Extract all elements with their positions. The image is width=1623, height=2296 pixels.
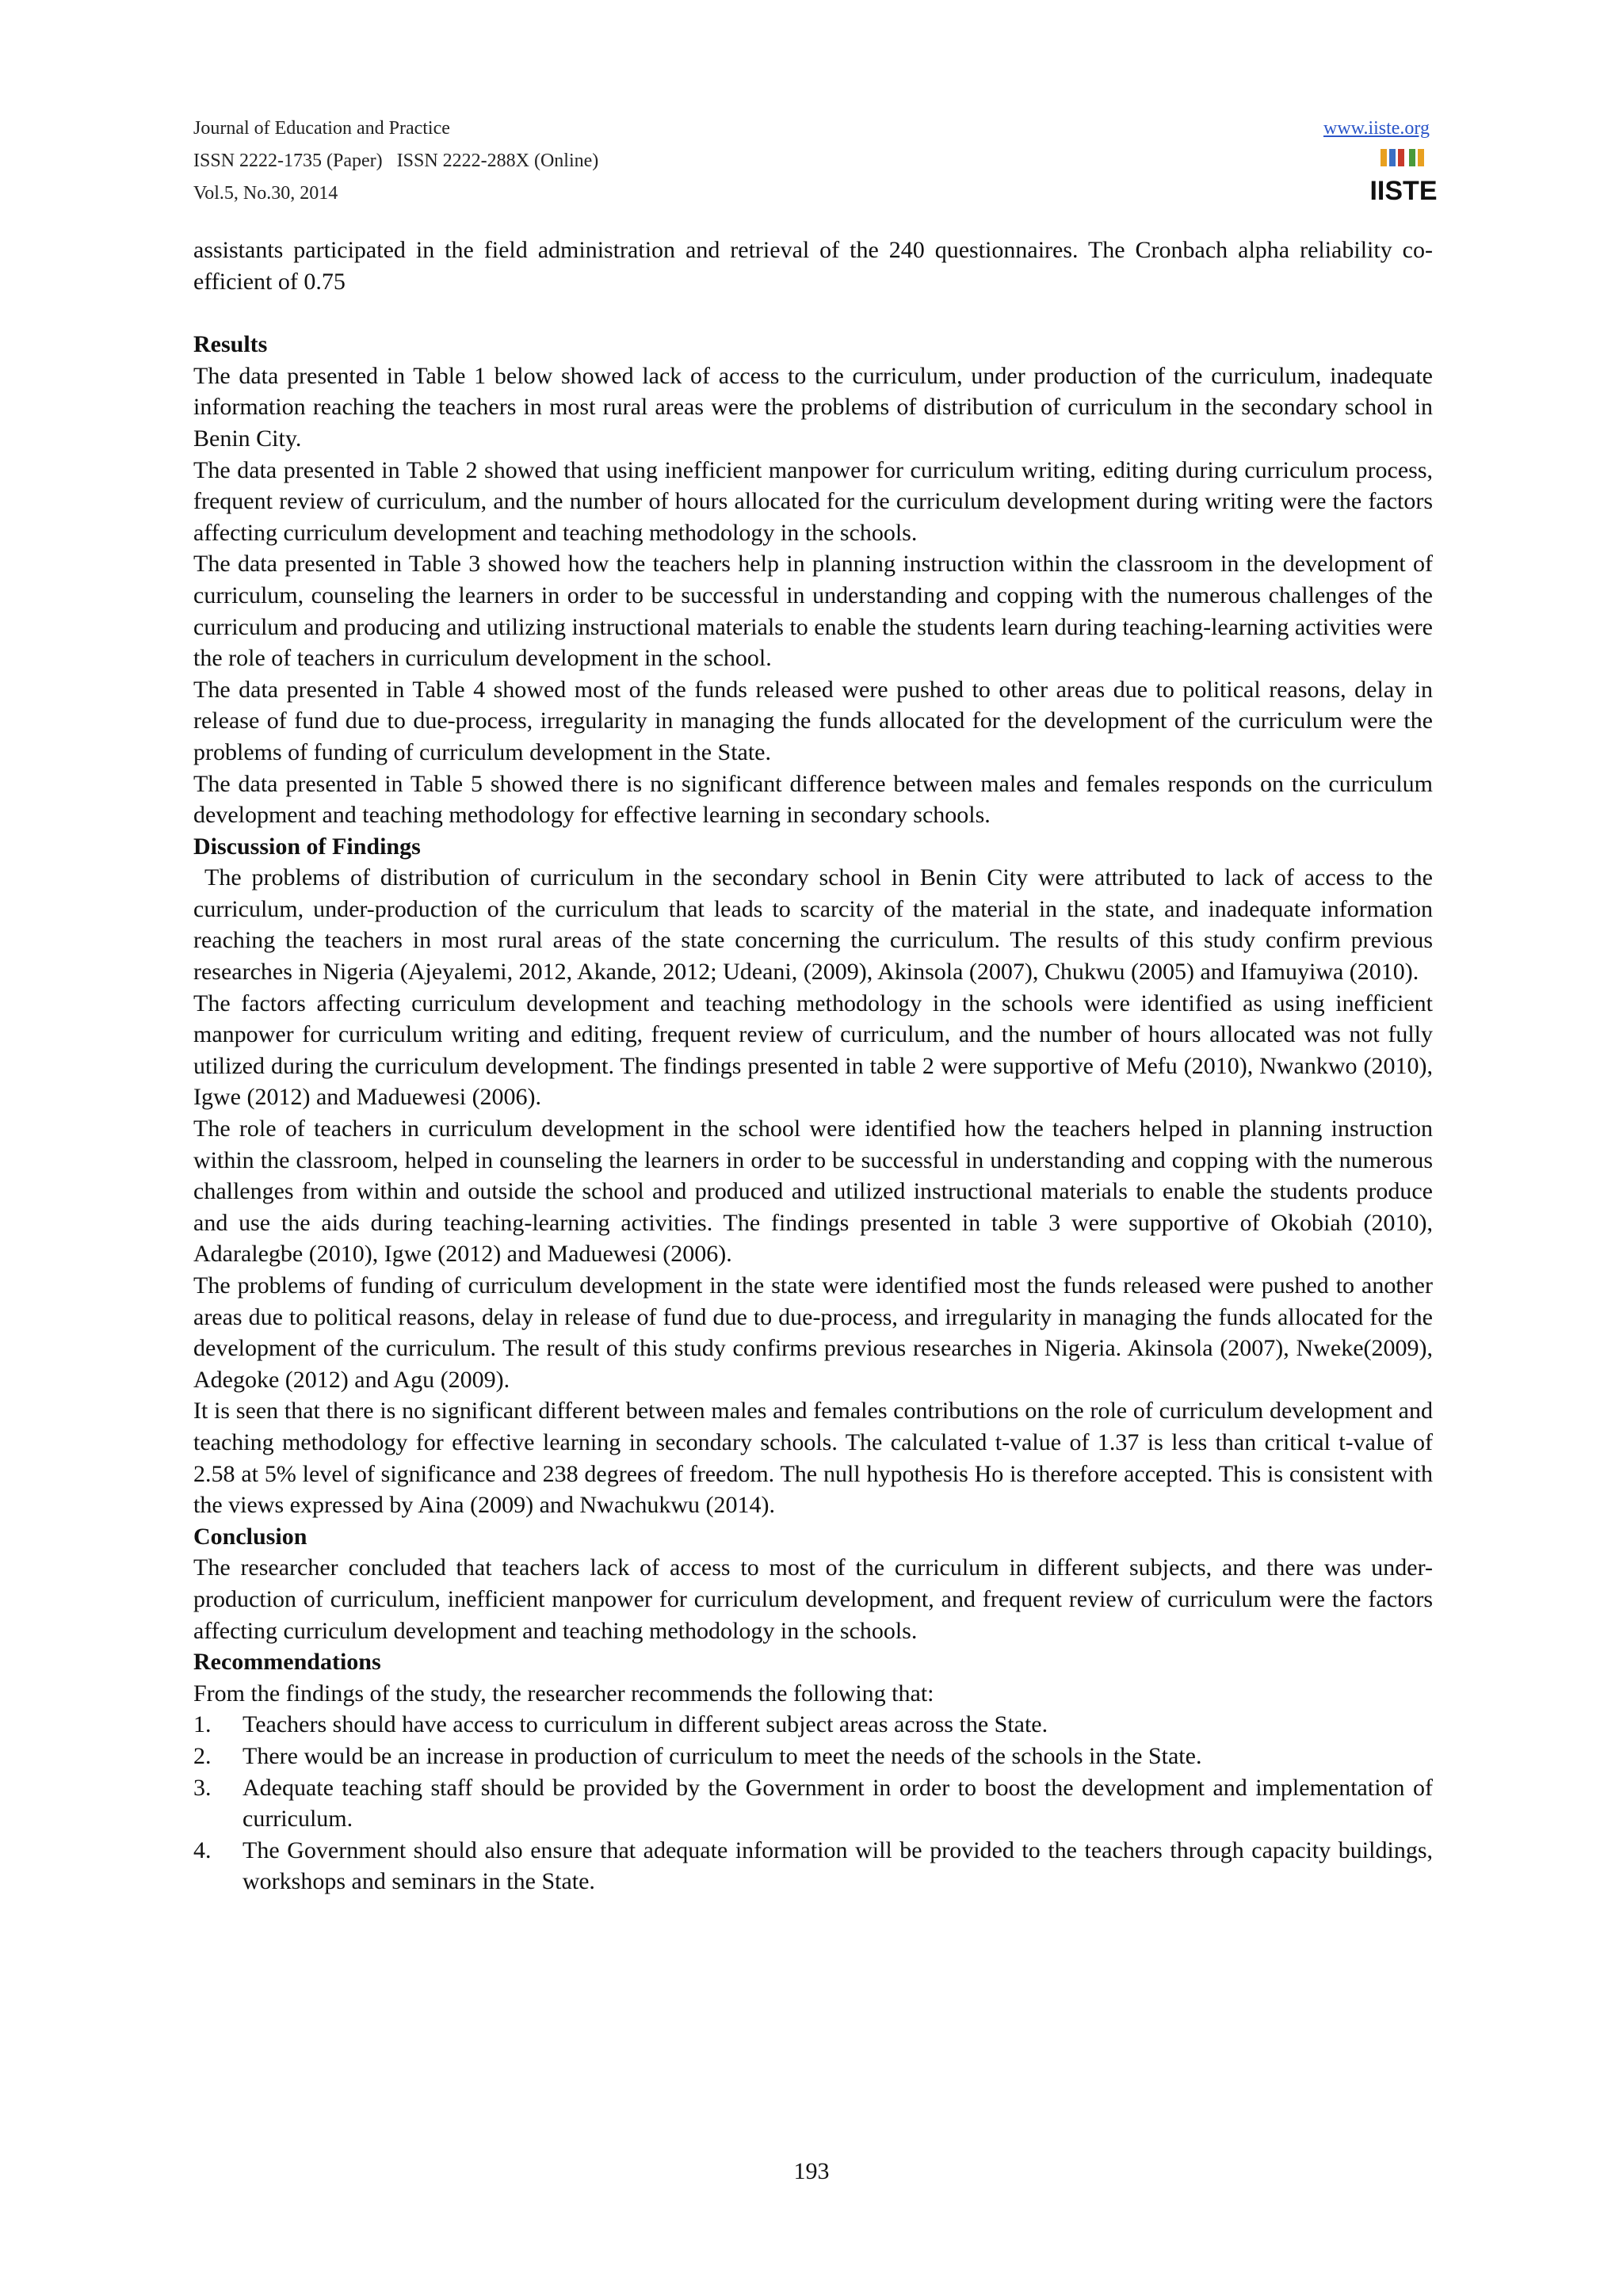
journal-header <box>193 113 598 210</box>
discussion-paragraph-1: The problems of distribution of curriculum in the secondary school in Benin City were attributed to lack of access to the curriculum, under-production of the curriculum that leads to scarcity of the material in the state, and inadequate information reaching the teachers in most rural areas of the state concerning the curriculum. The results of this study confirm previous researches in Nigeria (Ajeyalemi, 2012, Akande, 2012; Udeani, (2009), Akinsola (2007), Chukwu (2005) and Ifamuyiwa (2010). <box>193 864 1433 986</box>
discussion-heading: Discussion of Findings <box>193 833 421 860</box>
list-item <box>193 1772 1433 1835</box>
results-paragraph-3: The data presented in Table 3 showed how the teachers help in planning instruction within the classroom in the development of curriculum, counseling the learners in order to be successful in understanding and copping with the numerous challenges of the curriculum and producing and utilizing instructional materials to enable the students learn during teaching-learning activities were the role of teachers in curriculum development in the school. <box>193 551 1433 672</box>
header-right <box>1323 113 1430 145</box>
list-item-number: 3. <box>193 1774 212 1801</box>
conclusion-paragraph: The researcher concluded that teachers lack of access to most of the curriculum in different subjects, and there was under-production of curriculum, inefficient manpower for curriculum development, and frequent review of curriculum were the factors affecting curriculum development and teaching methodology in the schools. <box>193 1554 1433 1644</box>
page-number: 193 <box>793 2158 830 2184</box>
article-body <box>193 235 1433 1897</box>
discussion-paragraph-4: The problems of funding of curriculum development in the state were identified most the funds released were pushed to another areas due to political reasons, delay in release of fund due to due-process, and irregularity in managing the funds allocated for the development of the curriculum. The result of this study confirms previous researches in Nigeria. Akinsola (2007), Nweke(2009), Adegoke (2012) and Agu (2009). <box>193 1272 1433 1393</box>
logo-bar <box>1381 149 1387 166</box>
results-paragraph-5: The data presented in Table 5 showed there is no significant difference between males and females responds on the curriculum development and teaching methodology for effective learning in secondary schools. <box>193 770 1433 829</box>
list-item-text: Teachers should have access to curriculum in different subject areas across the State. <box>242 1711 1048 1738</box>
results-paragraph-2: The data presented in Table 2 showed that using inefficient manpower for curriculum writing, editing during curriculum process, frequent review of curriculum, and the number of hours allocated for the curriculum development during writing were the factors affecting curriculum development and teaching methodology in the schools. <box>193 456 1433 546</box>
list-item <box>193 1709 1433 1741</box>
logo-bar <box>1398 149 1404 166</box>
list-item-text: Adequate teaching staff should be provided by the Government in order to boost the development and implementation of curriculum. <box>242 1774 1433 1833</box>
results-paragraph-4: The data presented in Table 4 showed most of the funds released were pushed to other areas due to political reasons, delay in release of fund due to due-process, irregularity in managing the funds allocated for the development of the curriculum were the problems of funding of curriculum development in the State. <box>193 676 1433 765</box>
website-link[interactable]: www.iiste.org <box>1323 118 1430 139</box>
conclusion-heading: Conclusion <box>193 1523 307 1550</box>
recommendations-intro: From the findings of the study, the researcher recommends the following that: <box>193 1680 934 1707</box>
discussion-paragraph-5: It is seen that there is no significant different between males and females contributions on the role of curriculum development and teaching methodology for effective learning in secondary schools. The calculated t-value of 1.37 is less than critical t-value of 2.58 at 5% level of significance and 238 degrees of freedom. The null hypothesis Ho is therefore accepted. This is consistent with the views expressed by Aina (2009) and Nwachukwu (2014). <box>193 1398 1433 1519</box>
list-item <box>193 1835 1433 1897</box>
logo-wordmark: IISTE <box>1369 176 1438 206</box>
list-item-number: 1. <box>193 1711 212 1738</box>
discussion-paragraph-3: The role of teachers in curriculum development in the school were identified how the teachers helped in planning instruction within the classroom, helped in counseling the learners in order to be successful in understanding and copping with the numerous challenges from within and outside the school and produced and utilized instructional materials to enable the students produce and use the aids during teaching-learning activities. The findings presented in table 3 were supportive of Okobiah (2010), Adaralegbe (2010), Igwe (2012) and Maduewesi (2006). <box>193 1116 1433 1268</box>
recommendations-list <box>193 1709 1433 1897</box>
recommendations-heading: Recommendations <box>193 1649 381 1676</box>
iiste-logo-icon <box>1369 146 1438 206</box>
list-item-number: 2. <box>193 1742 212 1769</box>
results-paragraph-1: The data presented in Table 1 below showed lack of access to the curriculum, under production of the curriculum, inadequate information reaching the teachers in most rural areas were the problems of distribution of curriculum in the secondary school in Benin City. <box>193 362 1433 452</box>
results-heading: Results <box>193 331 268 358</box>
discussion-paragraph-2: The factors affecting curriculum development and teaching methodology in the schools were identified as using inefficient manpower for curriculum writing and editing, frequent review of curriculum, and the number of hours allocated was not fully utilized during the curriculum development. The findings presented in table 2 were supportive of Mefu (2010), Nwankwo (2010), Igwe (2012) and Maduewesi (2006). <box>193 990 1433 1111</box>
logo-bar <box>1409 149 1415 166</box>
list-item-text: The Government should also ensure that adequate information will be provided to the teachers through capacity buildings, workshops and seminars in the State. <box>242 1836 1433 1895</box>
logo-bar <box>1418 149 1424 166</box>
list-item <box>193 1741 1433 1772</box>
journal-issn: ISSN 2222-1735 (Paper) ISSN 2222-288X (Online) <box>193 151 599 171</box>
intro-paragraph: assistants participated in the field administration and retrieval of the 240 questionnaires. The Cronbach alpha reliability co-efficient of 0.75 <box>193 237 1433 295</box>
journal-volume: Vol.5, No.30, 2014 <box>193 183 338 204</box>
list-item-number: 4. <box>193 1836 212 1863</box>
journal-title: Journal of Education and Practice <box>193 118 450 139</box>
logo-bar <box>1389 149 1396 166</box>
list-item-text: There would be an increase in production of curriculum to meet the needs of the schools in the State. <box>242 1742 1202 1769</box>
